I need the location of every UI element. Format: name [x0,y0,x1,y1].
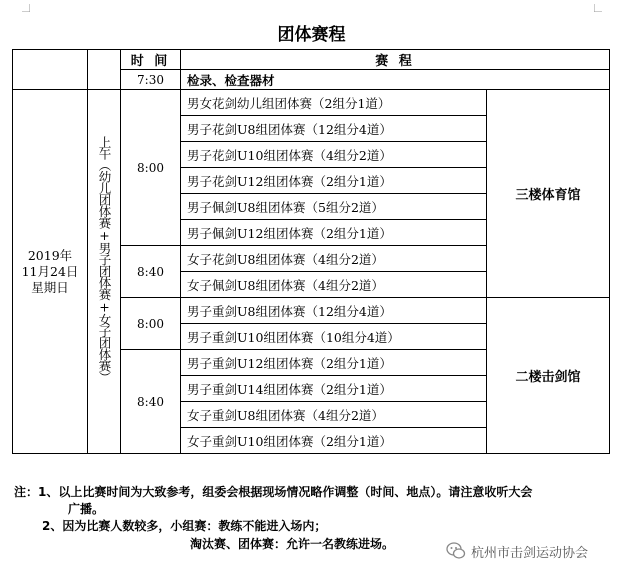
event-item: 男子佩剑U8组团体赛（5组分2道） [181,194,487,220]
event-item: 男子重剑U12组团体赛（2组分1道） [181,350,487,376]
event-item: 女子佩剑U8组团体赛（4组分2道） [181,272,487,298]
date-weekday: 星期日 [31,279,69,295]
block-time: 8:40 [121,246,181,298]
header-schedule: 赛 程 [181,50,610,70]
header-time: 时 间 [121,50,181,70]
note-line-1-cont: 广播。 [68,502,105,516]
session-label: 上午（幼儿团体赛+男子团体赛+女子团体赛） [97,136,112,383]
event-item: 男女花剑幼儿组团体赛（2组分1道） [181,90,487,116]
event-item: 男子重剑U8组团体赛（12组分4道） [181,298,487,324]
schedule-table [12,49,610,454]
event-item: 女子花剑U8组团体赛（4组分2道） [181,246,487,272]
checkin-text: 检录、检查器材 [181,70,610,90]
watermark [446,541,588,561]
date-year: 2019年 [27,247,73,263]
event-item: 男子花剑U8组团体赛（12组分4道） [181,116,487,142]
date-block [13,90,88,454]
venue-third-floor: 三楼体育馆 [487,90,610,298]
venue-second-floor: 二楼击剑馆 [487,298,610,454]
crop-mark-top-right [594,4,602,12]
note-line-2: 2、因为比赛人数较多，小组赛：教练不能进入场内； [42,519,327,533]
date-cell [13,50,88,90]
wechat-icon [446,541,466,561]
event-item: 男子花剑U12组团体赛（2组分1道） [181,168,487,194]
event-item: 女子重剑U10组团体赛（2组分1道） [181,428,487,454]
session-cell-top [88,50,121,90]
note-line-1: 注：1、以上比赛时间为大致参考，组委会根据现场情况略作调整（时间、地点）。请注意收听大会 [14,485,533,499]
page-title: 团体赛程 [277,25,346,45]
block-time: 8:00 [121,90,181,246]
note-line-3: 淘汰赛、团体赛：允许一名教练进场。 [190,537,395,551]
checkin-time: 7:30 [121,70,181,90]
block-time: 8:00 [121,298,181,350]
event-item: 男子花剑U10组团体赛（4组分2道） [181,142,487,168]
block-time: 8:40 [121,350,181,454]
event-item: 男子重剑U14组团体赛（2组分1道） [181,376,487,402]
watermark-text: 杭州市击剑运动协会 [471,545,589,561]
date-day: 11月24日 [21,263,79,279]
event-item: 男子重剑U10组团体赛（10组分4道） [181,324,487,350]
session-cell [88,90,121,454]
crop-mark-top-left [22,4,30,12]
event-item: 男子佩剑U12组团体赛（2组分1道） [181,220,487,246]
event-item: 女子重剑U8组团体赛（4组分2道） [181,402,487,428]
